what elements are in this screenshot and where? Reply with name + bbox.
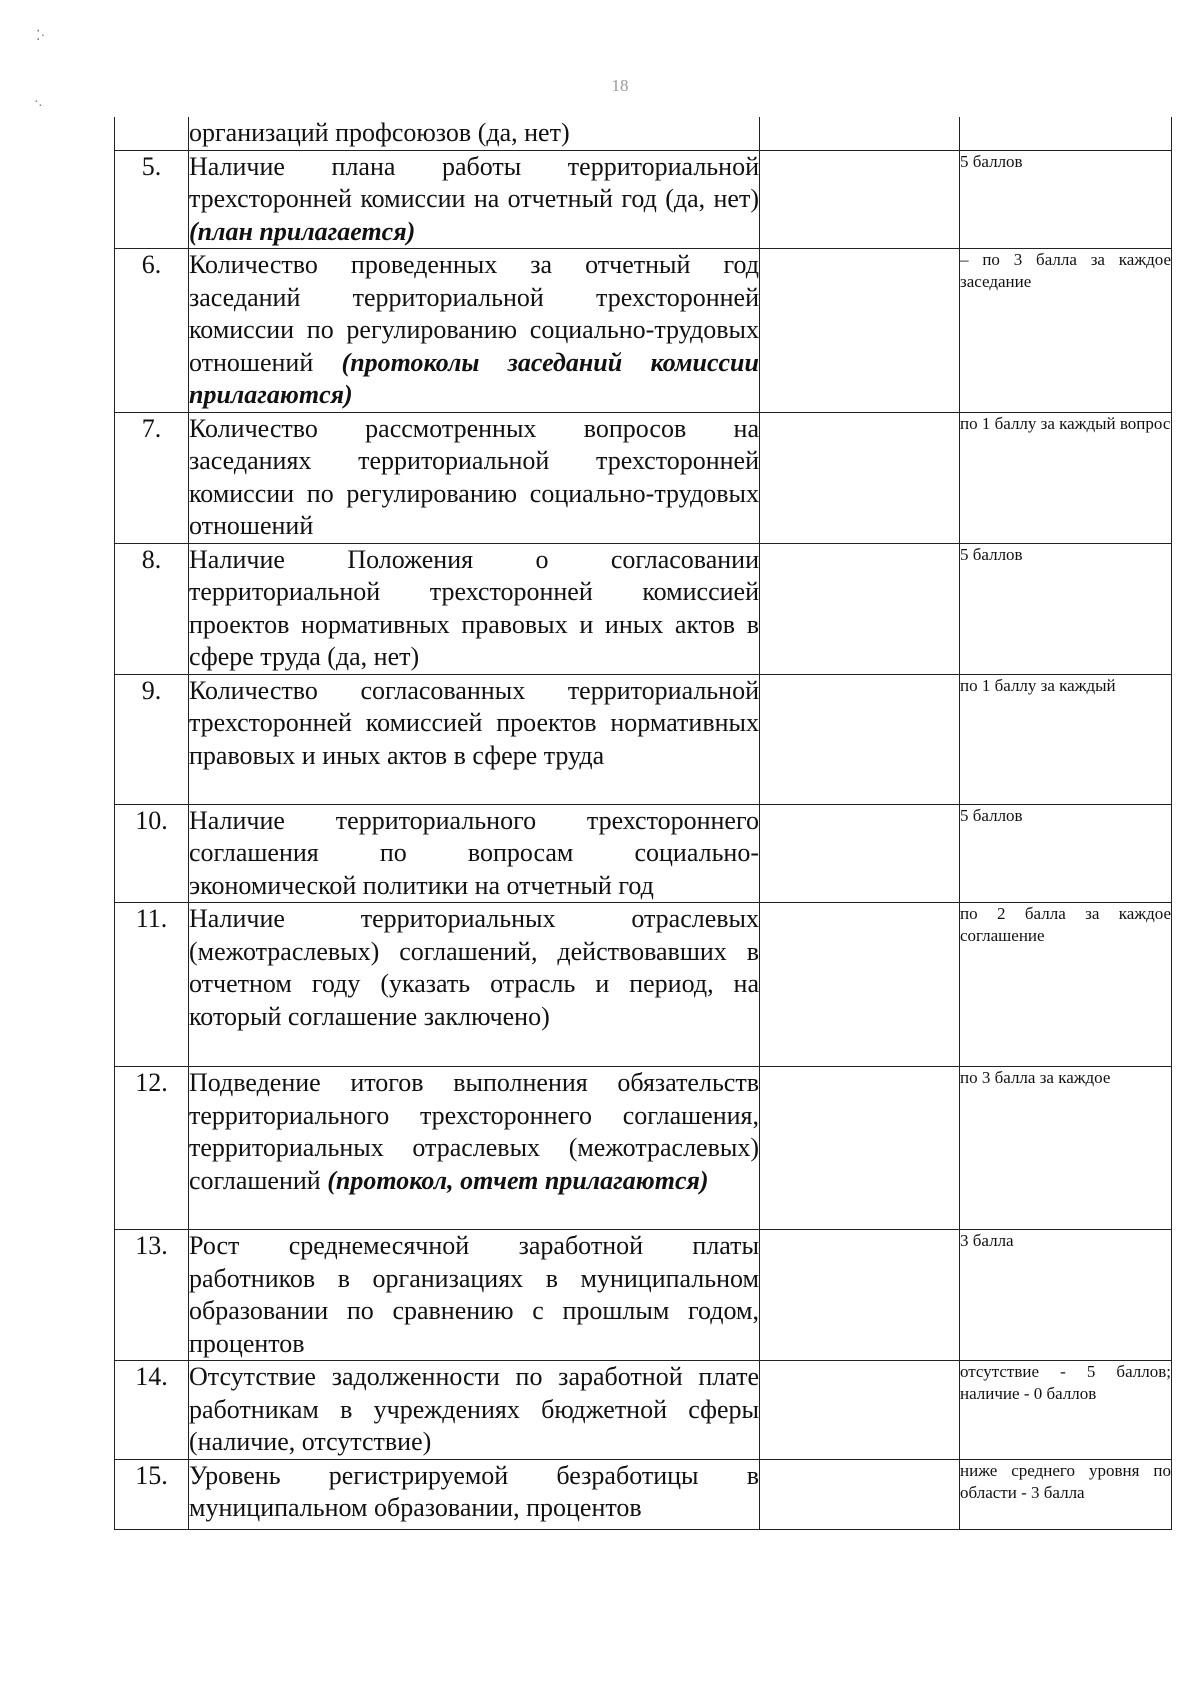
points-text: по 1 баллу за каждый вопрос: [960, 412, 1172, 543]
points-text: – по 3 балла за каждое заседание: [960, 249, 1172, 413]
value-cell: [760, 412, 960, 543]
value-cell: [760, 674, 960, 804]
criterion-text: Наличие плана работы территориальной трехсторонней комиссии на отчетный год (да, нет) (план прилагается): [189, 150, 760, 249]
points-text: 5 баллов: [960, 150, 1172, 249]
value-cell: [760, 903, 960, 1067]
row-number: 7.: [115, 412, 189, 543]
row-number: 11.: [115, 903, 189, 1067]
row-number: 14.: [115, 1361, 189, 1460]
points-text: 5 баллов: [960, 804, 1172, 903]
criterion-text: Уровень регистрируемой безработицы в муниципальном образовании, процентов: [189, 1459, 760, 1529]
criterion-text: Количество проведенных за отчетный год заседаний территориальной трехсторонней комиссии по регулированию социально-трудовых отношений (протоколы заседаний комиссии прилагаются): [189, 249, 760, 413]
points-text: 3 балла: [960, 1230, 1172, 1361]
value-cell: [760, 1230, 960, 1361]
value-cell: [760, 1361, 960, 1460]
table-row: [115, 1459, 1172, 1529]
row-number: 6.: [115, 249, 189, 413]
criterion-text: Наличие территориального трехстороннего соглашения по вопросам социально-экономической политики на отчетный год: [189, 804, 760, 903]
table-row: [115, 804, 1172, 903]
value-cell: [760, 117, 960, 150]
row-number: 9.: [115, 674, 189, 804]
criterion-text: Рост среднемесячной заработной платы работников в организациях в муниципальном образовании по сравнению с прошлым годом, процентов: [189, 1230, 760, 1361]
points-text: по 2 балла за каждое соглашение: [960, 903, 1172, 1067]
criterion-text: Количество рассмотренных вопросов на заседаниях территориальной трехсторонней комиссии по регулированию социально-трудовых отношений: [189, 412, 760, 543]
points-text: по 1 баллу за каждый: [960, 674, 1172, 804]
row-number: 12.: [115, 1067, 189, 1230]
row-number: 13.: [115, 1230, 189, 1361]
row-number: 10.: [115, 804, 189, 903]
row-number: 5.: [115, 150, 189, 249]
criterion-text: организаций профсоюзов (да, нет): [189, 117, 760, 150]
points-text: ниже среднего уровня по области - 3 балла: [960, 1459, 1172, 1529]
row-number: [115, 117, 189, 150]
scan-speck: ·.: [34, 95, 43, 110]
table-row: [115, 1067, 1172, 1230]
criterion-text: Наличие территориальных отраслевых (межотраслевых) соглашений, действовавших в отчетном году (указать отрасль и период, на который соглашение заключено): [189, 903, 760, 1067]
value-cell: [760, 543, 960, 674]
points-text: 5 баллов: [960, 543, 1172, 674]
criterion-text: Подведение итогов выполнения обязательств территориального трехстороннего соглашения, территориальных отраслевых (межотраслевых) соглашений (протокол, отчет прилагаются): [189, 1067, 760, 1230]
criterion-text: Наличие Положения о согласовании территориальной трехсторонней комиссией проектов нормативных правовых и иных актов в сфере труда (да, нет): [189, 543, 760, 674]
table-row: [115, 150, 1172, 249]
table-row: [115, 674, 1172, 804]
table-row: [115, 249, 1172, 413]
table-row: [115, 1361, 1172, 1460]
value-cell: [760, 1067, 960, 1230]
scan-speck: ⁚·: [36, 29, 46, 44]
points-text: отсутствие - 5 баллов; наличие - 0 баллов: [960, 1361, 1172, 1460]
table-row: [115, 903, 1172, 1067]
value-cell: [760, 804, 960, 903]
row-number: 8.: [115, 543, 189, 674]
criteria-table: [114, 117, 1172, 1530]
table-row: [115, 117, 1172, 150]
row-number: 15.: [115, 1459, 189, 1529]
value-cell: [760, 1459, 960, 1529]
page-number: 18: [611, 76, 629, 95]
table-row: [115, 543, 1172, 674]
criterion-text: Количество согласованных территориальной трехсторонней комиссией проектов нормативных правовых и иных актов в сфере труда: [189, 674, 760, 804]
criterion-text: Отсутствие задолженности по заработной плате работникам в учреждениях бюджетной сферы (наличие, отсутствие): [189, 1361, 760, 1460]
table-row: [115, 412, 1172, 543]
points-text: [960, 117, 1172, 150]
table-row: [115, 1230, 1172, 1361]
value-cell: [760, 150, 960, 249]
value-cell: [760, 249, 960, 413]
points-text: по 3 балла за каждое: [960, 1067, 1172, 1230]
